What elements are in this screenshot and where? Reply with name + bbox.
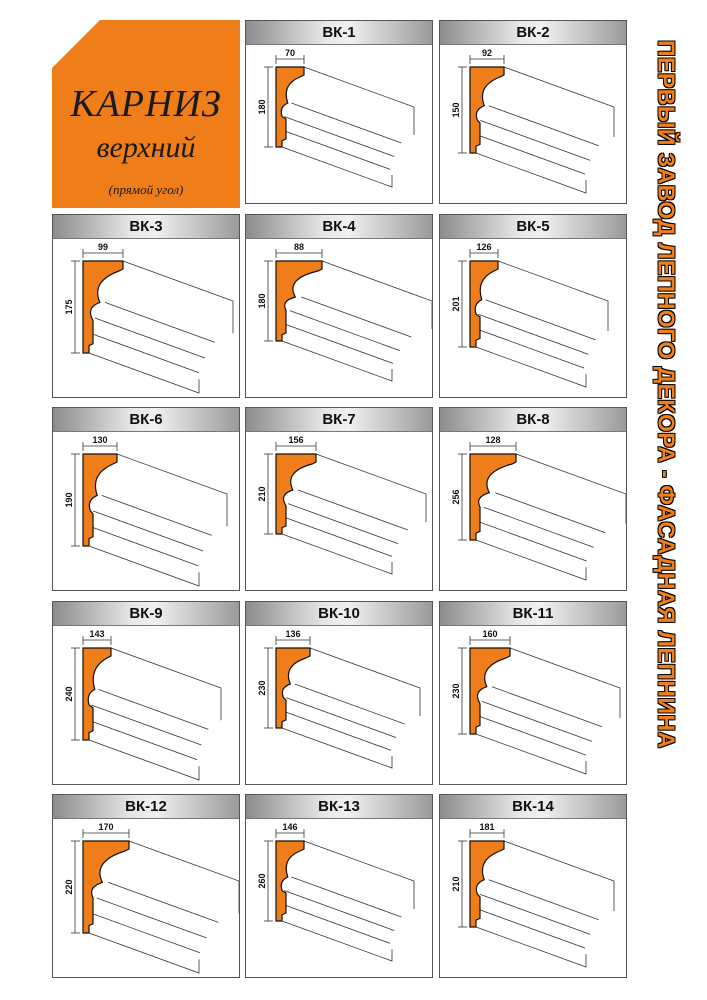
cornice-extrusion: [280, 67, 414, 187]
product-card: [245, 20, 433, 204]
cornice-extrusion: [282, 454, 426, 574]
title-note: (прямой угол): [108, 182, 184, 197]
product-card: [439, 407, 627, 591]
dimension-width: 126: [476, 242, 492, 252]
cornice-extrusion: [89, 841, 239, 973]
product-card: [245, 601, 433, 785]
dimension-width: 156: [288, 435, 304, 445]
product-code: ВК-2: [440, 21, 626, 45]
cornice-extrusion: [89, 261, 233, 393]
dimension-width: 143: [89, 629, 105, 639]
product-card: [52, 794, 240, 978]
dimension-height: 230: [257, 680, 267, 696]
dimension-height: 230: [451, 683, 461, 699]
cornice-extrusion: [282, 261, 432, 381]
dimension-height: 256: [451, 489, 461, 505]
side-banner: [641, 40, 691, 975]
side-banner-text: ПЕРВЫЙ ЗАВОД ЛЕПНОГО ДЕКОРА - ФАСАДНАЯ ЛЕПНИНА: [653, 40, 680, 749]
dimension-width: 99: [97, 242, 109, 252]
product-code: ВК-14: [440, 795, 626, 819]
cornice-profile-drawing: [440, 45, 626, 203]
cornice-profile-drawing: [246, 45, 432, 203]
cornice-profile-section: [83, 454, 117, 546]
dimension-height: 260: [257, 873, 267, 889]
cornice-profile-section: [83, 648, 111, 740]
dimension-width: 70: [284, 48, 296, 58]
cornice-extrusion: [475, 841, 614, 967]
dimension-width: 128: [485, 435, 501, 445]
product-card: [52, 601, 240, 785]
dimension-width: 92: [481, 48, 493, 58]
product-code: ВК-3: [53, 215, 239, 239]
product-code: ВК-5: [440, 215, 626, 239]
dimension-width: 181: [479, 822, 495, 832]
product-code: ВК-9: [53, 602, 239, 626]
product-card: [245, 407, 433, 591]
product-card: [439, 601, 627, 785]
dimension-width: 146: [282, 822, 298, 832]
dimension-height: 201: [451, 296, 461, 312]
product-card: [439, 214, 627, 398]
product-card: [52, 214, 240, 398]
dimension-height: 175: [64, 299, 74, 315]
cornice-profile-drawing: [440, 432, 626, 590]
cornice-profile-drawing: [246, 432, 432, 590]
dimension-width: 130: [92, 435, 108, 445]
product-code: ВК-8: [440, 408, 626, 432]
dimension-height: 220: [64, 879, 74, 895]
title-sub: верхний: [96, 131, 196, 164]
cornice-profile-drawing: [53, 626, 239, 784]
dimension-height: 180: [257, 99, 267, 115]
cornice-profile-section: [276, 67, 304, 147]
product-card: [439, 20, 627, 204]
dimension-width: 160: [482, 629, 498, 639]
cornice-extrusion: [476, 648, 620, 774]
cornice-extrusion: [475, 67, 614, 193]
dimension-height: 150: [451, 102, 461, 118]
cornice-profile-section: [470, 67, 504, 153]
cornice-profile-drawing: [246, 626, 432, 784]
cornice-extrusion: [476, 454, 626, 580]
cornice-profile-drawing: [440, 626, 626, 784]
cornice-profile-drawing: [246, 239, 432, 397]
product-code: ВК-7: [246, 408, 432, 432]
cornice-profile-section: [470, 841, 504, 927]
dimension-height: 190: [64, 492, 74, 508]
product-card: [439, 794, 627, 978]
cornice-extrusion: [281, 648, 420, 768]
title-main: КАРНИЗ: [70, 83, 222, 125]
title-block: [52, 20, 240, 208]
product-card: [245, 214, 433, 398]
cornice-profile-drawing: [53, 819, 239, 977]
cornice-profile-drawing: [440, 239, 626, 397]
cornice-profile-drawing: [246, 819, 432, 977]
dimension-width: 136: [285, 629, 301, 639]
cornice-profile-drawing: [440, 819, 626, 977]
cornice-profile-section: [470, 261, 498, 347]
product-card: [52, 407, 240, 591]
dimension-height: 210: [451, 876, 461, 892]
cornice-extrusion: [280, 841, 414, 961]
product-code: ВК-13: [246, 795, 432, 819]
dimension-height: 210: [257, 486, 267, 502]
product-code: ВК-11: [440, 602, 626, 626]
dimension-height: 180: [257, 293, 267, 309]
dimension-width: 170: [98, 822, 114, 832]
product-code: ВК-10: [246, 602, 432, 626]
dimension-width: 88: [293, 242, 305, 252]
product-code: ВК-6: [53, 408, 239, 432]
cornice-profile-drawing: [53, 432, 239, 590]
cornice-extrusion: [474, 261, 608, 387]
product-code: ВК-4: [246, 215, 432, 239]
dimension-height: 240: [64, 686, 74, 702]
product-code: ВК-12: [53, 795, 239, 819]
cornice-profile-drawing: [53, 239, 239, 397]
cornice-extrusion: [88, 454, 227, 586]
product-code: ВК-1: [246, 21, 432, 45]
product-card: [245, 794, 433, 978]
cornice-profile-section: [276, 841, 304, 921]
cornice-extrusion: [87, 648, 221, 780]
